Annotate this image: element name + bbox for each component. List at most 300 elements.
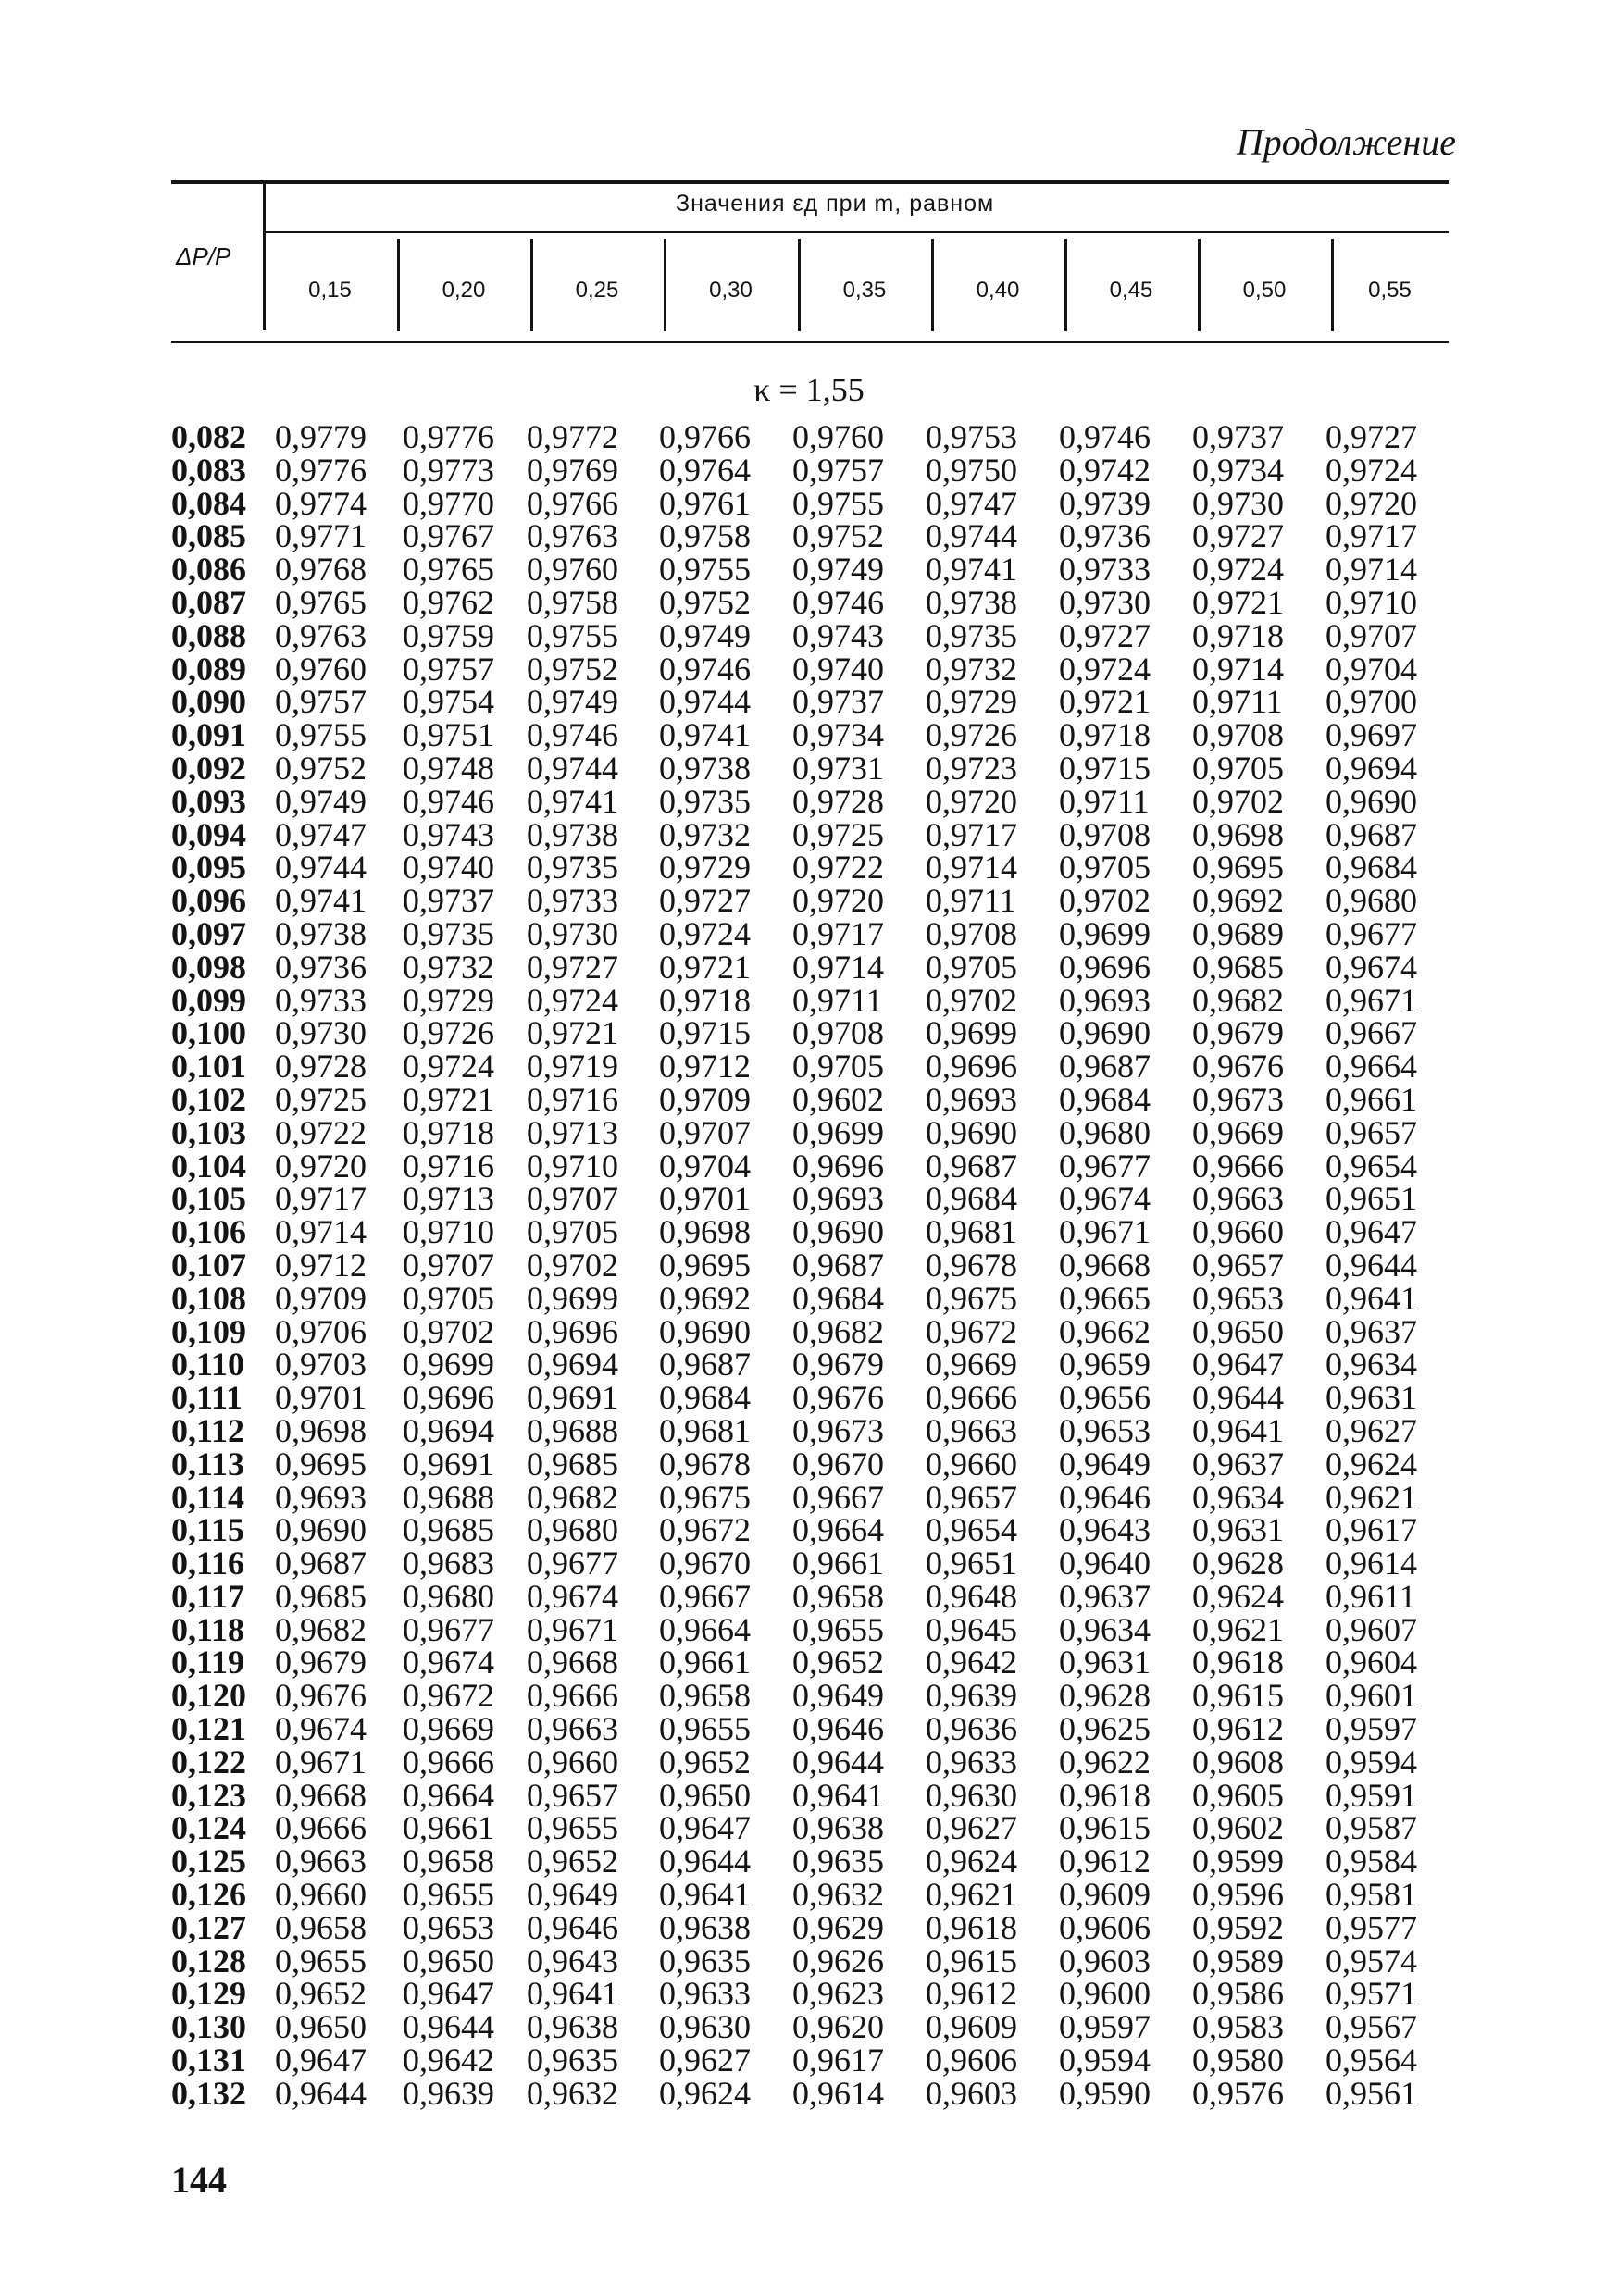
value-cell: 0,9708 — [792, 1014, 884, 1052]
m-value-header: 0,20 — [442, 278, 486, 303]
value-cell: 0,9691 — [403, 1445, 494, 1483]
value-cell: 0,9707 — [1326, 616, 1417, 654]
row-key-cell: 0,120 — [171, 1677, 246, 1715]
value-cell: 0,9747 — [275, 815, 367, 853]
value-cell: 0,9584 — [1326, 1843, 1417, 1880]
row-key-cell: 0,099 — [171, 981, 246, 1019]
value-cell: 0,9661 — [403, 1809, 494, 1847]
row-key-cell: 0,094 — [171, 815, 246, 853]
value-cell: 0,9707 — [403, 1246, 494, 1284]
value-cell: 0,9630 — [926, 1776, 1017, 1814]
value-cell: 0,9752 — [275, 749, 367, 787]
value-cell: 0,9602 — [1192, 1809, 1284, 1847]
value-cell: 0,9733 — [275, 981, 367, 1019]
value-cell: 0,9655 — [659, 1710, 751, 1748]
value-cell: 0,9667 — [792, 1478, 884, 1516]
value-cell: 0,9657 — [926, 1478, 1017, 1516]
value-cell: 0,9728 — [792, 782, 884, 820]
value-cell: 0,9711 — [1192, 683, 1283, 721]
value-cell: 0,9760 — [792, 418, 884, 455]
value-cell: 0,9704 — [1326, 650, 1417, 688]
table-row — [171, 1614, 1446, 1647]
value-cell: 0,9714 — [792, 948, 884, 986]
value-cell: 0,9654 — [1326, 1147, 1417, 1185]
value-cell: 0,9721 — [1192, 583, 1284, 621]
row-key-cell: 0,123 — [171, 1776, 246, 1814]
value-cell: 0,9608 — [1192, 1743, 1284, 1781]
table-row — [171, 1780, 1446, 1813]
value-cell: 0,9676 — [1192, 1048, 1284, 1086]
value-cell: 0,9694 — [1326, 749, 1417, 787]
value-cell: 0,9706 — [275, 1312, 367, 1350]
row-key-cell: 0,104 — [171, 1147, 246, 1185]
value-cell: 0,9678 — [926, 1246, 1017, 1284]
value-cell: 0,9600 — [1059, 1975, 1151, 2013]
value-cell: 0,9708 — [1059, 815, 1151, 853]
value-cell: 0,9627 — [659, 2042, 751, 2079]
value-cell: 0,9637 — [1326, 1312, 1417, 1350]
value-cell: 0,9681 — [926, 1213, 1017, 1251]
continuation-label: Продолжение — [1236, 121, 1456, 163]
row-key-cell: 0,086 — [171, 551, 246, 589]
value-cell: 0,9748 — [403, 749, 494, 787]
value-cell: 0,9733 — [527, 882, 618, 920]
value-cell: 0,9688 — [527, 1411, 618, 1449]
value-cell: 0,9730 — [527, 914, 618, 952]
value-cell: 0,9685 — [403, 1511, 494, 1549]
value-cell: 0,9658 — [275, 1908, 367, 1946]
value-cell: 0,9709 — [275, 1279, 367, 1317]
value-cell: 0,9708 — [926, 914, 1017, 952]
value-cell: 0,9684 — [659, 1379, 751, 1417]
value-cell: 0,9753 — [926, 418, 1017, 455]
table-row — [171, 1581, 1446, 1614]
value-cell: 0,9702 — [926, 981, 1017, 1019]
value-cell: 0,9615 — [926, 1942, 1017, 1980]
value-cell: 0,9671 — [1059, 1213, 1151, 1251]
column-divider — [397, 239, 400, 331]
value-cell: 0,9644 — [1326, 1246, 1417, 1284]
value-cell: 0,9670 — [659, 1545, 751, 1582]
header-bottom-rule — [171, 341, 1449, 343]
value-cell: 0,9692 — [1192, 882, 1284, 920]
value-cell: 0,9703 — [275, 1346, 367, 1384]
value-cell: 0,9682 — [792, 1312, 884, 1350]
value-cell: 0,9660 — [926, 1445, 1017, 1483]
value-cell: 0,9689 — [1192, 914, 1284, 952]
value-cell: 0,9677 — [1326, 914, 1417, 952]
value-cell: 0,9637 — [1059, 1577, 1151, 1615]
table-row — [171, 1183, 1446, 1216]
value-cell: 0,9601 — [1326, 1677, 1417, 1715]
value-cell: 0,9690 — [275, 1511, 367, 1549]
value-cell: 0,9698 — [275, 1411, 367, 1449]
table-row — [171, 752, 1446, 786]
value-cell: 0,9696 — [527, 1312, 618, 1350]
value-cell: 0,9696 — [926, 1048, 1017, 1086]
value-cell: 0,9666 — [403, 1743, 494, 1781]
value-cell: 0,9660 — [1192, 1213, 1284, 1251]
table-row — [171, 2078, 1446, 2111]
value-cell: 0,9734 — [1192, 451, 1284, 489]
value-cell: 0,9611 — [1326, 1577, 1416, 1615]
value-cell: 0,9612 — [1192, 1710, 1284, 1748]
row-key-cell: 0,107 — [171, 1246, 246, 1284]
value-cell: 0,9721 — [403, 1080, 494, 1118]
value-cell: 0,9680 — [1059, 1113, 1151, 1151]
value-cell: 0,9590 — [1059, 2074, 1151, 2112]
value-cell: 0,9643 — [527, 1942, 618, 1980]
value-cell: 0,9674 — [275, 1710, 367, 1748]
value-cell: 0,9668 — [527, 1644, 618, 1682]
value-cell: 0,9586 — [1192, 1975, 1284, 2013]
value-cell: 0,9624 — [1326, 1445, 1417, 1483]
value-cell: 0,9647 — [275, 2042, 367, 2079]
value-cell: 0,9609 — [1059, 1876, 1151, 1914]
value-cell: 0,9724 — [1326, 451, 1417, 489]
value-cell: 0,9594 — [1059, 2042, 1151, 2079]
value-cell: 0,9682 — [527, 1478, 618, 1516]
value-cell: 0,9726 — [926, 716, 1017, 754]
value-cell: 0,9680 — [527, 1511, 618, 1549]
value-cell: 0,9705 — [926, 948, 1017, 986]
value-cell: 0,9759 — [403, 616, 494, 654]
value-cell: 0,9684 — [1326, 849, 1417, 887]
value-cell: 0,9737 — [1192, 418, 1284, 455]
value-cell: 0,9564 — [1326, 2042, 1417, 2079]
value-cell: 0,9766 — [659, 418, 751, 455]
value-cell: 0,9720 — [275, 1147, 367, 1185]
value-cell: 0,9723 — [926, 749, 1017, 787]
value-cell: 0,9696 — [403, 1379, 494, 1417]
value-cell: 0,9649 — [527, 1876, 618, 1914]
value-cell: 0,9667 — [1326, 1014, 1417, 1052]
value-cell: 0,9596 — [1192, 1876, 1284, 1914]
value-cell: 0,9713 — [527, 1113, 618, 1151]
value-cell: 0,9642 — [926, 1644, 1017, 1682]
value-cell: 0,9641 — [659, 1876, 751, 1914]
value-cell: 0,9773 — [403, 451, 494, 489]
value-cell: 0,9571 — [1326, 1975, 1417, 2013]
value-cell: 0,9663 — [1192, 1180, 1284, 1218]
value-cell: 0,9655 — [527, 1809, 618, 1847]
table-row — [171, 421, 1446, 454]
value-cell: 0,9561 — [1326, 2074, 1417, 2112]
value-cell: 0,9738 — [527, 815, 618, 853]
value-cell: 0,9774 — [275, 484, 367, 522]
row-key-cell: 0,098 — [171, 948, 246, 986]
value-cell: 0,9591 — [1326, 1776, 1417, 1814]
value-cell: 0,9622 — [1059, 1743, 1151, 1781]
row-key-cell: 0,112 — [171, 1411, 245, 1449]
value-cell: 0,9657 — [527, 1776, 618, 1814]
value-cell: 0,9707 — [659, 1113, 751, 1151]
value-cell: 0,9612 — [1059, 1843, 1151, 1880]
row-key-cell: 0,129 — [171, 1975, 246, 2013]
value-cell: 0,9660 — [527, 1743, 618, 1781]
table-row — [171, 1348, 1446, 1382]
value-cell: 0,9717 — [926, 815, 1017, 853]
value-cell: 0,9746 — [659, 650, 751, 688]
value-cell: 0,9653 — [1192, 1279, 1284, 1317]
value-cell: 0,9727 — [1192, 517, 1284, 555]
value-cell: 0,9690 — [1059, 1014, 1151, 1052]
value-cell: 0,9627 — [1326, 1411, 1417, 1449]
value-cell: 0,9710 — [527, 1147, 618, 1185]
value-cell: 0,9702 — [403, 1312, 494, 1350]
value-cell: 0,9746 — [792, 583, 884, 621]
value-cell: 0,9666 — [527, 1677, 618, 1715]
value-cell: 0,9615 — [1192, 1677, 1284, 1715]
value-cell: 0,9718 — [1059, 716, 1151, 754]
value-cell: 0,9631 — [1059, 1644, 1151, 1682]
value-cell: 0,9671 — [275, 1743, 367, 1781]
value-cell: 0,9766 — [527, 484, 618, 522]
table-row — [171, 1746, 1446, 1780]
value-cell: 0,9730 — [275, 1014, 367, 1052]
value-cell: 0,9620 — [792, 2008, 884, 2046]
value-cell: 0,9644 — [1192, 1379, 1284, 1417]
value-cell: 0,9609 — [926, 2008, 1017, 2046]
row-key-cell: 0,113 — [171, 1445, 245, 1483]
value-cell: 0,9711 — [792, 981, 883, 1019]
table-row — [171, 1084, 1446, 1117]
value-cell: 0,9758 — [659, 517, 751, 555]
value-cell: 0,9597 — [1326, 1710, 1417, 1748]
value-cell: 0,9751 — [403, 716, 494, 754]
value-cell: 0,9699 — [1059, 914, 1151, 952]
table-row — [171, 2011, 1446, 2044]
value-cell: 0,9633 — [926, 1743, 1017, 1781]
value-cell: 0,9652 — [792, 1644, 884, 1682]
value-cell: 0,9708 — [1192, 716, 1284, 754]
value-cell: 0,9679 — [275, 1644, 367, 1682]
value-cell: 0,9758 — [527, 583, 618, 621]
m-value-header: 0,55 — [1368, 278, 1412, 303]
value-cell: 0,9648 — [926, 1577, 1017, 1615]
value-cell: 0,9605 — [1192, 1776, 1284, 1814]
value-cell: 0,9628 — [1192, 1545, 1284, 1582]
value-cell: 0,9755 — [792, 484, 884, 522]
value-cell: 0,9643 — [1059, 1511, 1151, 1549]
column-divider — [664, 239, 666, 331]
value-cell: 0,9663 — [275, 1843, 367, 1880]
value-cell: 0,9720 — [926, 782, 1017, 820]
value-cell: 0,9674 — [1326, 948, 1417, 986]
value-cell: 0,9663 — [926, 1411, 1017, 1449]
value-cell: 0,9746 — [1059, 418, 1151, 455]
page-number: 144 — [171, 2159, 227, 2201]
table-row — [171, 1845, 1446, 1879]
row-key-cell: 0,118 — [171, 1610, 245, 1648]
value-cell: 0,9743 — [403, 815, 494, 853]
m-value-header: 0,35 — [842, 278, 887, 303]
row-key-cell: 0,090 — [171, 683, 246, 721]
value-cell: 0,9740 — [403, 849, 494, 887]
value-cell: 0,9705 — [1192, 749, 1284, 787]
value-cell: 0,9702 — [1059, 882, 1151, 920]
value-cell: 0,9649 — [792, 1677, 884, 1715]
row-key-cell: 0,083 — [171, 451, 246, 489]
value-cell: 0,9675 — [926, 1279, 1017, 1317]
value-cell: 0,9698 — [1192, 815, 1284, 853]
value-cell: 0,9776 — [275, 451, 367, 489]
value-cell: 0,9621 — [1192, 1610, 1284, 1648]
m-value-header: 0,50 — [1242, 278, 1287, 303]
group-header-label: Значения εд при m, равном — [676, 191, 995, 217]
value-cell: 0,9576 — [1192, 2074, 1284, 2112]
value-cell: 0,9743 — [792, 616, 884, 654]
value-cell: 0,9652 — [275, 1975, 367, 2013]
column-divider — [1198, 239, 1201, 331]
value-cell: 0,9717 — [792, 914, 884, 952]
table-row — [171, 985, 1446, 1018]
group-header-rule — [266, 231, 1449, 233]
table-row — [171, 587, 1446, 620]
column-divider — [798, 239, 801, 331]
value-cell: 0,9684 — [792, 1279, 884, 1317]
value-cell: 0,9687 — [1326, 815, 1417, 853]
value-cell: 0,9693 — [792, 1180, 884, 1218]
value-cell: 0,9592 — [1192, 1908, 1284, 1946]
value-cell: 0,9749 — [792, 551, 884, 589]
value-cell: 0,9677 — [527, 1545, 618, 1582]
row-key-cell: 0,127 — [171, 1908, 246, 1946]
value-cell: 0,9651 — [926, 1545, 1017, 1582]
row-key-cell: 0,100 — [171, 1014, 246, 1052]
table-row — [171, 1812, 1446, 1845]
value-cell: 0,9764 — [659, 451, 751, 489]
row-key-cell: 0,103 — [171, 1113, 246, 1151]
m-value-header: 0,25 — [575, 278, 619, 303]
value-cell: 0,9715 — [659, 1014, 751, 1052]
value-cell: 0,9760 — [527, 551, 618, 589]
value-cell: 0,9709 — [659, 1080, 751, 1118]
value-cell: 0,9629 — [792, 1908, 884, 1946]
value-cell: 0,9673 — [792, 1411, 884, 1449]
table-row — [171, 686, 1446, 719]
row-key-cell: 0,108 — [171, 1279, 246, 1317]
value-cell: 0,9669 — [403, 1710, 494, 1748]
value-cell: 0,9697 — [1326, 716, 1417, 754]
value-cell: 0,9699 — [403, 1346, 494, 1384]
value-cell: 0,9677 — [403, 1610, 494, 1648]
value-cell: 0,9647 — [403, 1975, 494, 2013]
row-key-cell: 0,087 — [171, 583, 246, 621]
value-cell: 0,9688 — [403, 1478, 494, 1516]
value-cell: 0,9710 — [403, 1213, 494, 1251]
row-key-cell: 0,117 — [171, 1577, 245, 1615]
value-cell: 0,9644 — [403, 2008, 494, 2046]
value-cell: 0,9594 — [1326, 1743, 1417, 1781]
value-cell: 0,9680 — [403, 1577, 494, 1615]
value-cell: 0,9618 — [1059, 1776, 1151, 1814]
value-cell: 0,9618 — [926, 1908, 1017, 1946]
value-cell: 0,9628 — [1059, 1677, 1151, 1715]
value-cell: 0,9631 — [1192, 1511, 1284, 1549]
value-cell: 0,9705 — [1059, 849, 1151, 887]
value-cell: 0,9696 — [1059, 948, 1151, 986]
value-cell: 0,9724 — [527, 981, 618, 1019]
value-cell: 0,9693 — [926, 1080, 1017, 1118]
value-cell: 0,9653 — [1059, 1411, 1151, 1449]
value-cell: 0,9661 — [659, 1644, 751, 1682]
table-row — [171, 1646, 1446, 1680]
value-cell: 0,9727 — [1326, 418, 1417, 455]
value-cell: 0,9685 — [1192, 948, 1284, 986]
value-cell: 0,9693 — [275, 1478, 367, 1516]
value-cell: 0,9687 — [659, 1346, 751, 1384]
value-cell: 0,9722 — [792, 849, 884, 887]
table-row — [171, 1316, 1446, 1349]
value-cell: 0,9652 — [527, 1843, 618, 1880]
value-cell: 0,9602 — [792, 1080, 884, 1118]
table-row — [171, 918, 1446, 951]
value-cell: 0,9666 — [926, 1379, 1017, 1417]
data-table — [171, 418, 1446, 2112]
value-cell: 0,9702 — [1192, 782, 1284, 820]
value-cell: 0,9635 — [659, 1942, 751, 1980]
value-cell: 0,9646 — [792, 1710, 884, 1748]
value-cell: 0,9674 — [1059, 1180, 1151, 1218]
value-cell: 0,9646 — [1059, 1478, 1151, 1516]
value-cell: 0,9752 — [792, 517, 884, 555]
value-cell: 0,9718 — [1192, 616, 1284, 654]
value-cell: 0,9662 — [1059, 1312, 1151, 1350]
value-cell: 0,9627 — [926, 1809, 1017, 1847]
value-cell: 0,9641 — [527, 1975, 618, 2013]
row-key-cell: 0,096 — [171, 882, 246, 920]
value-cell: 0,9735 — [659, 782, 751, 820]
table-row — [171, 885, 1446, 918]
row-key-cell: 0,122 — [171, 1743, 246, 1781]
value-cell: 0,9682 — [275, 1610, 367, 1648]
value-cell: 0,9667 — [659, 1577, 751, 1615]
value-cell: 0,9599 — [1192, 1843, 1284, 1880]
value-cell: 0,9685 — [275, 1577, 367, 1615]
value-cell: 0,9583 — [1192, 2008, 1284, 2046]
value-cell: 0,9699 — [792, 1113, 884, 1151]
value-cell: 0,9684 — [926, 1180, 1017, 1218]
value-cell: 0,9639 — [403, 2074, 494, 2112]
table-row — [171, 1415, 1446, 1448]
value-cell: 0,9656 — [1059, 1379, 1151, 1417]
value-cell: 0,9687 — [1059, 1048, 1151, 1086]
value-cell: 0,9658 — [403, 1843, 494, 1880]
value-cell: 0,9580 — [1192, 2042, 1284, 2079]
value-cell: 0,9699 — [527, 1279, 618, 1317]
value-cell: 0,9765 — [275, 583, 367, 621]
value-cell: 0,9698 — [659, 1213, 751, 1251]
value-cell: 0,9767 — [403, 517, 494, 555]
value-cell: 0,9720 — [792, 882, 884, 920]
value-cell: 0,9695 — [659, 1246, 751, 1284]
value-cell: 0,9624 — [659, 2074, 751, 2112]
value-cell: 0,9650 — [1192, 1312, 1284, 1350]
value-cell: 0,9711 — [926, 882, 1016, 920]
value-cell: 0,9665 — [1059, 1279, 1151, 1317]
value-cell: 0,9671 — [1326, 981, 1417, 1019]
value-cell: 0,9676 — [275, 1677, 367, 1715]
value-cell: 0,9649 — [1059, 1445, 1151, 1483]
value-cell: 0,9717 — [275, 1180, 367, 1218]
value-cell: 0,9615 — [1059, 1809, 1151, 1847]
value-cell: 0,9674 — [403, 1644, 494, 1682]
value-cell: 0,9733 — [1059, 551, 1151, 589]
value-cell: 0,9675 — [659, 1478, 751, 1516]
row-key-cell: 0,119 — [171, 1644, 245, 1682]
value-cell: 0,9755 — [275, 716, 367, 754]
